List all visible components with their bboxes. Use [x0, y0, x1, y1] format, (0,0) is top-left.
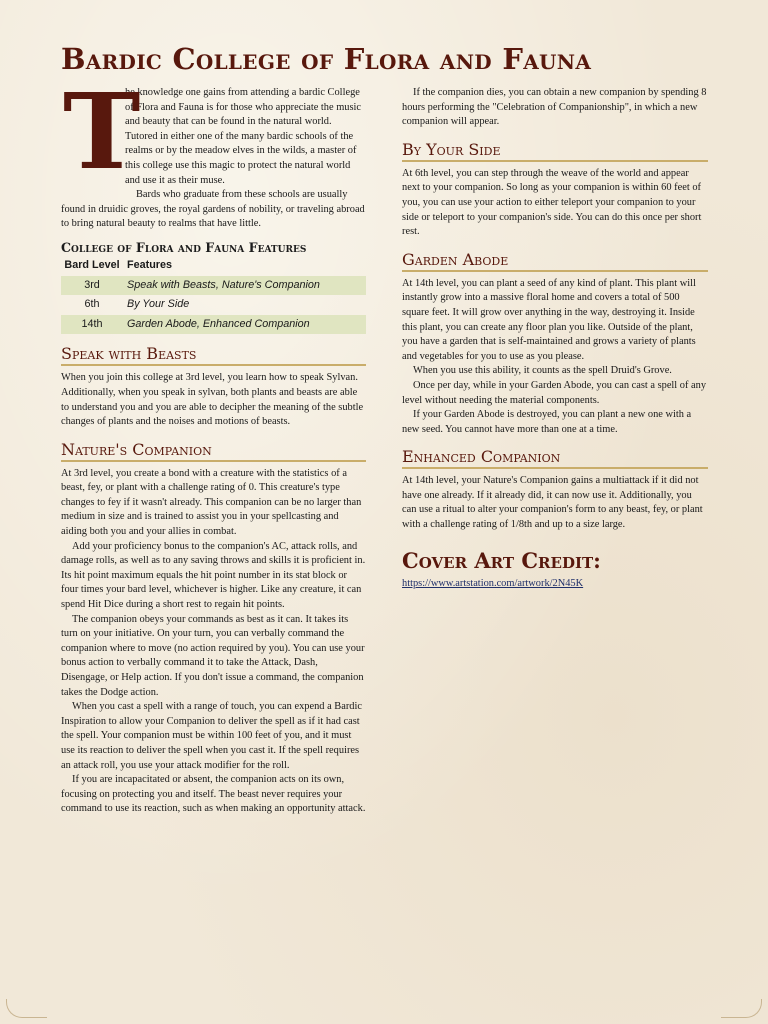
- natures-companion-paragraph-3: The companion obeys your commands as best as it can. It takes its turn on your initiative. On your turn, you can verbally command the companion where to move (no action required by you). You can use your bonus action to verbally command it to take the Attack, Dash, Disengage, or Help action. If you don't issue a command, the companion takes the Dodge action.: [61, 613, 365, 698]
- natures-companion-paragraph-2: Add your proficiency bonus to the companion's AC, attack rolls, and damage rolls, as well as to any saving throws and skills it is proficient in. Its hit point maximum equals the hit point number in its stat block or four times your bard level, whichever is higher. Like any creature, it can spend Hit Dice during a short rest to regain hit points.: [61, 540, 366, 611]
- dropcap-letter: T: [63, 70, 141, 193]
- page-corner-ornament-left: [6, 999, 47, 1018]
- natures-companion-heading: Nature's Companion: [61, 440, 366, 462]
- natures-companion-paragraph-6: If the companion dies, you can obtain a new companion by spending 8 hours performing the "Celebration of Companionship", in which a new companion will appear.: [402, 87, 707, 128]
- intro-paragraph-2: Bards who graduate from these schools are usually found in druidic groves, the royal gardens of nobility, or traveling abroad to bring natural beauty to realms that have little.: [61, 189, 365, 230]
- features-table-header-level: Bard Level: [64, 258, 120, 271]
- cover-art-link[interactable]: https://www.artstation.com/artwork/2N45K: [402, 577, 584, 589]
- garden-abode-paragraph-3: Once per day, while in your Garden Abode, you can cast a spell of any level without needing the material components.: [402, 379, 707, 406]
- table-cell-level: 3rd: [61, 276, 123, 296]
- table-row: [61, 276, 366, 296]
- table-row: [61, 295, 366, 315]
- table-cell-features: By Your Side: [127, 298, 190, 311]
- garden-abode-paragraph-1: At 14th level, you can plant a seed of any kind of plant. This plant will instantly grow into a massive floral home and covers a total of 500 square feet. It will grow over anything in the way, destroying it. Inside this plant, you can create any floor plan you like. Outside of the plant, you have a garden that is self-maintained and grows a variety of plants and vegetables for you to use as you please.: [402, 277, 696, 362]
- features-table-header-features: Features: [127, 258, 173, 271]
- natures-companion-paragraph-4: When you cast a spell with a range of touch, you can expend a Bardic Inspiration to allow your Companion to deliver the spell as if it had cast the spell. Your companion must be within 100 feet of you, and it must use its reaction to deliver the spell when you cast it. If the spell requires an attack roll, you use your attack modifier for the roll.: [61, 701, 362, 771]
- table-row: [61, 315, 366, 335]
- dropcap: [61, 70, 141, 196]
- speak-with-beasts-paragraph: When you join this college at 3rd level, you learn how to speak Sylvan. Additionally, when you speak in sylvan, both plants and beasts are able to understand you and you are able to decipher the meaning of the subtle changes of plants and the noises and motions of beasts.: [61, 372, 364, 428]
- speak-with-beasts-heading: Speak with Beasts: [61, 344, 366, 366]
- garden-abode-heading: Garden Abode: [402, 250, 708, 272]
- enhanced-companion-heading: Enhanced Companion: [402, 447, 708, 469]
- garden-abode-paragraph-4: If your Garden Abode is destroyed, you can plant a new one with a new seed. You cannot have more than one at a time.: [402, 409, 692, 435]
- left-column: [61, 70, 366, 817]
- by-your-side-heading: By Your Side: [402, 140, 708, 162]
- cover-art-heading: Cover Art Credit:: [402, 547, 601, 573]
- features-table: [61, 256, 366, 334]
- natures-companion-paragraph-1: At 3rd level, you create a bond with a creature with the statistics of a beast, fey, or plant with a challenge rating of 0. This creature's type changes to fey if it wasn't already. This companion can be no larger than medium in size and is trained to assist you in your spellcasting and aiding both you and your allies in combat.: [61, 467, 362, 538]
- table-cell-level: 14th: [61, 315, 123, 335]
- table-cell-level: 6th: [84, 298, 100, 311]
- intro-paragraph: he knowledge one gains from attending a bardic College of Flora and Fauna is for those who appreciate the music and beauty that can be found in the natural world. Tutored in either one of the many bardic schools of the realms or by the meadow elves in the wilds, a master of this college use this magic to protect the natural world and use it as their muse.: [125, 87, 362, 186]
- intro-section: [61, 70, 366, 232]
- table-cell-features: Speak with Beasts, Nature's Companion: [123, 276, 366, 296]
- table-cell-features: Garden Abode, Enhanced Companion: [123, 315, 366, 335]
- enhanced-companion-paragraph: At 14th level, your Nature's Companion gains a multiattack if it did not have one already. If it already did, it can now use it. Additionally, you can use a ritual to alter your companion's form to any beast, fey, or plant with a challenge rating of 1/8th and up to a size large.: [402, 475, 703, 531]
- right-column: [402, 86, 708, 591]
- features-table-title: College of Flora and Fauna Features: [61, 239, 307, 255]
- by-your-side-paragraph: At 6th level, you can step through the weave of the world and appear next to your companion. So long as your companion is within 60 feet of you, you can use your action to either teleport your companion to your side or teleport to your companion's side. You can do this once per short rest.: [402, 167, 702, 238]
- garden-abode-paragraph-2: When you use this ability, it counts as the spell Druid's Grove.: [413, 365, 672, 377]
- natures-companion-paragraph-5: If you are incapacitated or absent, the companion acts on its own, focusing on protecting you and itself. The beast never requires your command to use its reaction, such as when making an opportunity attack.: [61, 774, 366, 815]
- page-title: Bardic College of Flora and Fauna: [61, 42, 592, 76]
